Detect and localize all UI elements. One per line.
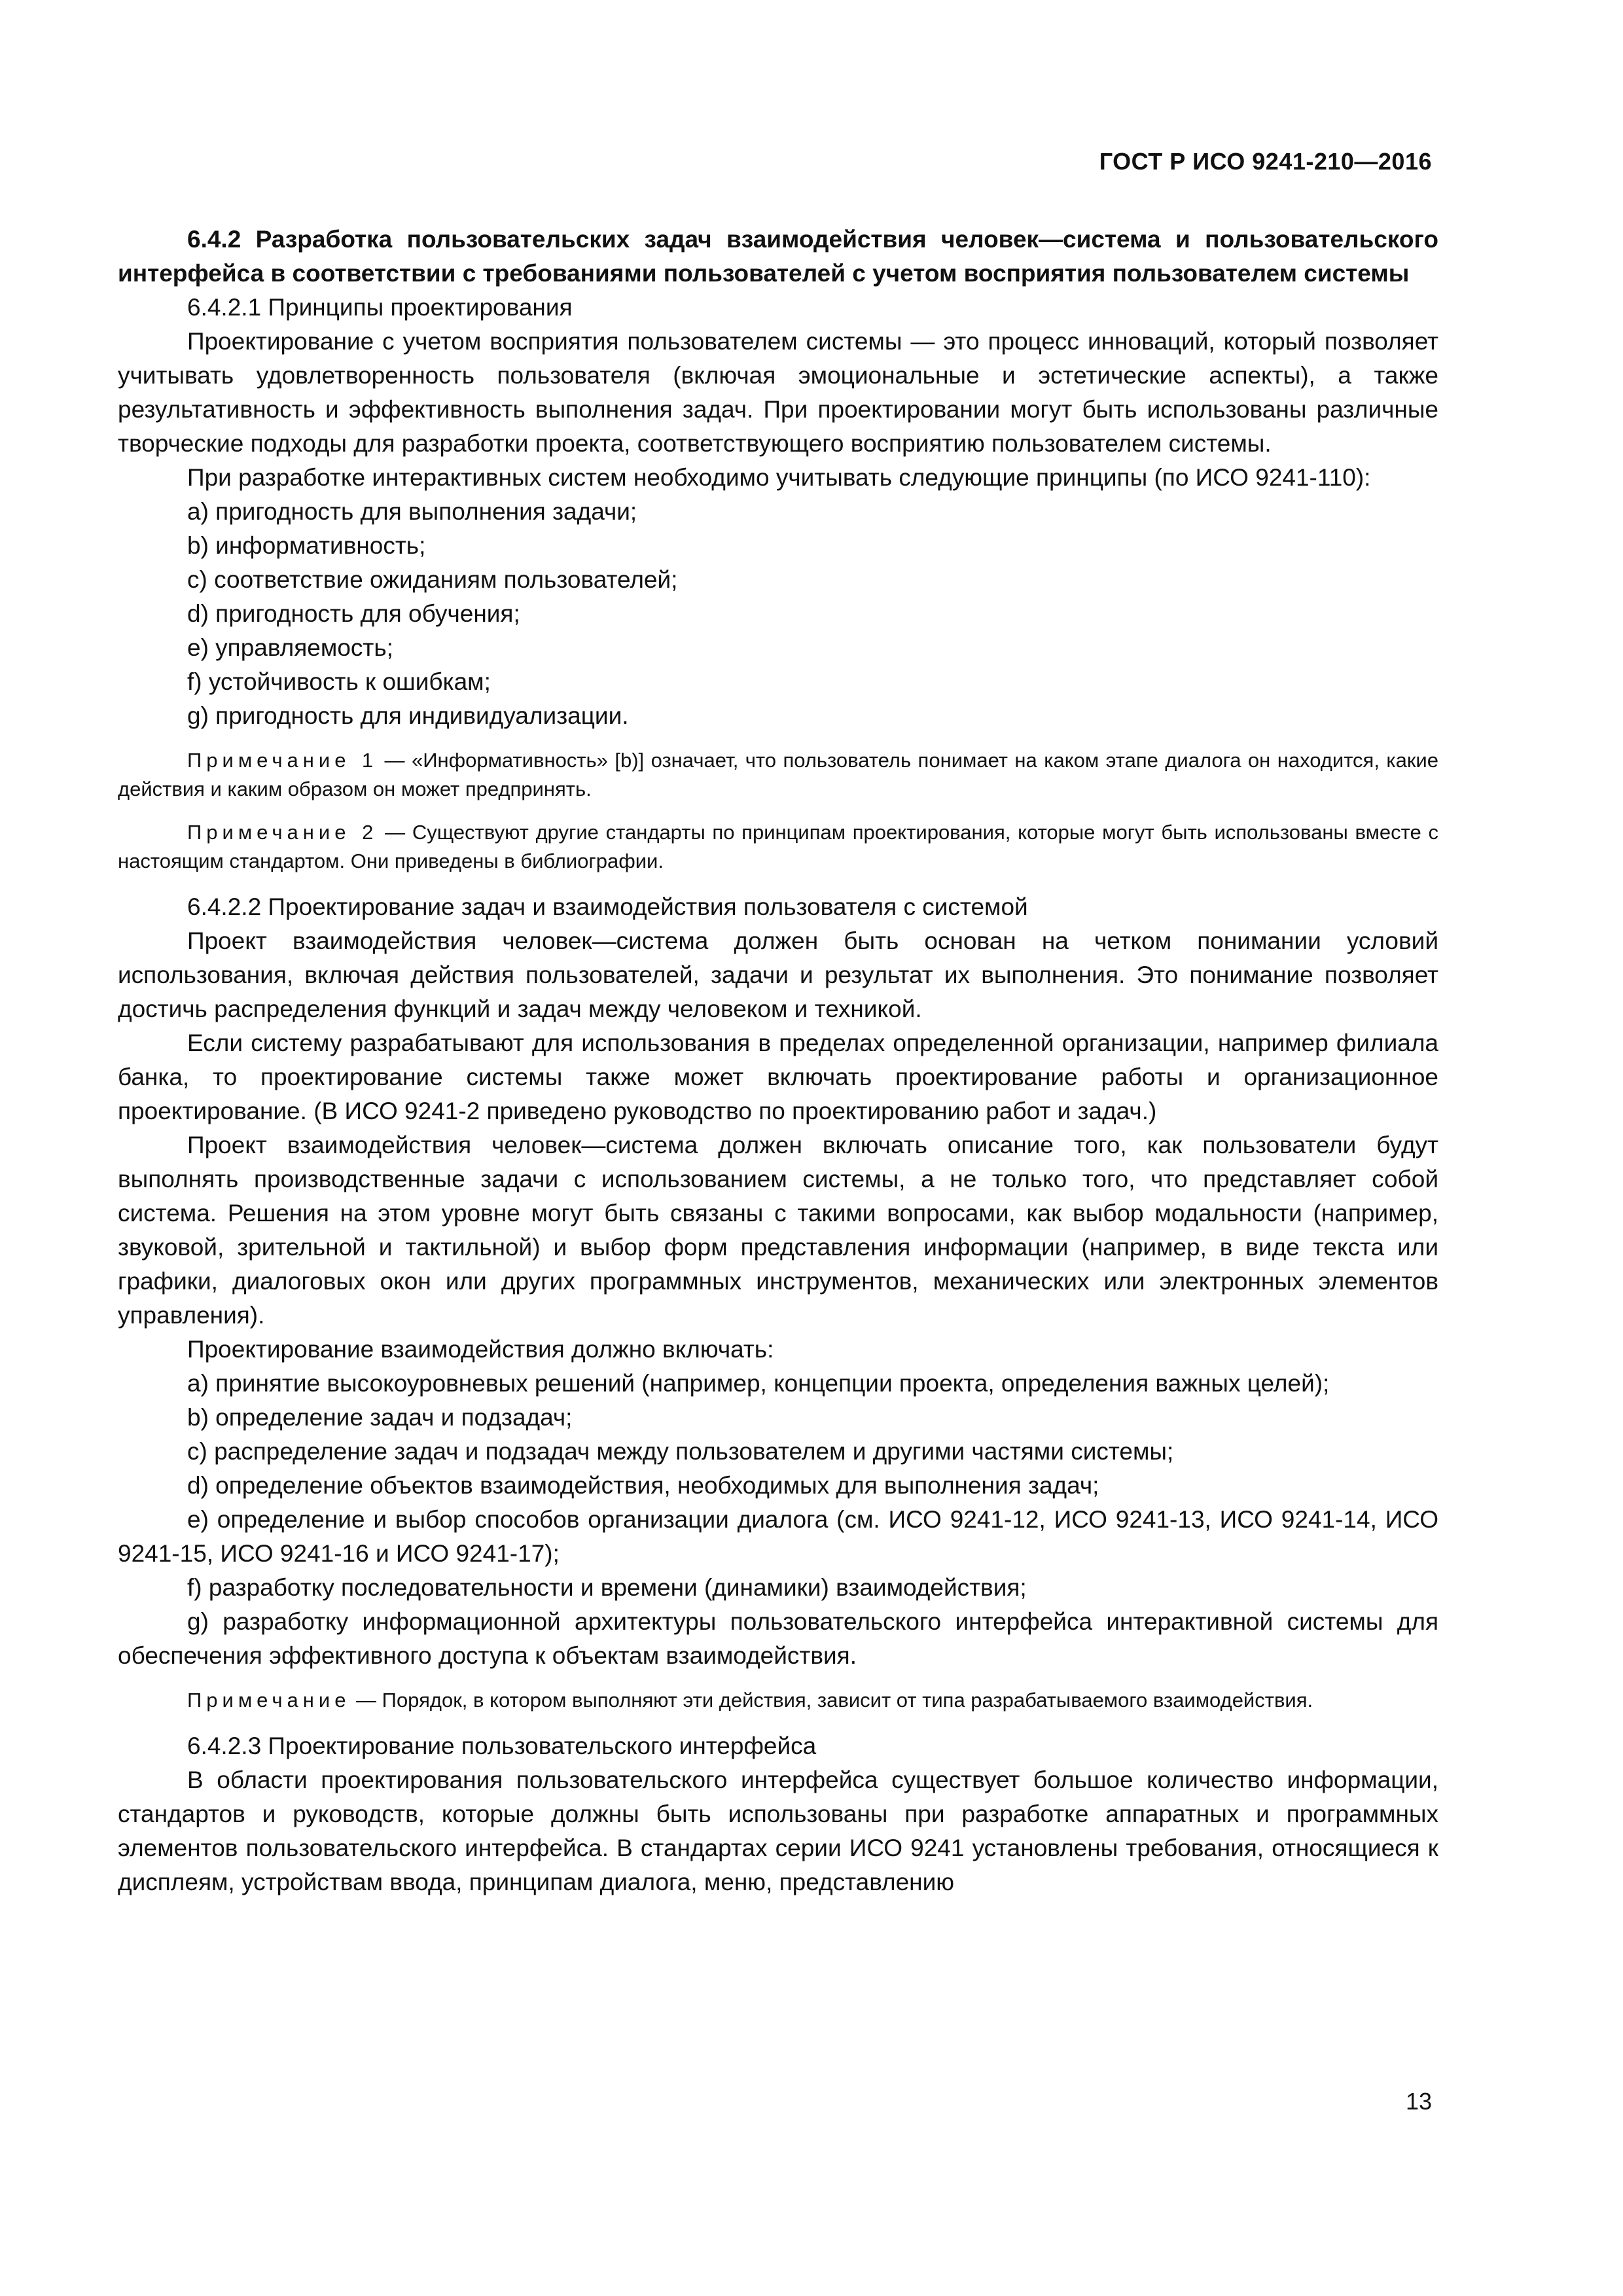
list-item: g) разработку информационной архитектуры пользовательского интерфейса интерактивной системы для обеспечения эффективного доступа к объектам взаимодействия. [118,1608,1438,1669]
list-item: a) пригодность для выполнения задачи; [187,498,637,525]
paragraph: Проект взаимодействия человек—система должен включать описание того, как пользователи будут выполнять производственные задачи с использованием системы, а не только того, что представляет собой система. Решения на этом уровне могут быть связаны с такими вопросами, как выбор модальности (например, звуковой, зрительной и тактильной) и выбор форм представления информации (например, в виде текста или графики, диалоговых окон или других программных инструментов, механических или электронных элементов управления). [118,1132,1438,1329]
list-item: d) определение объектов взаимодействия, необходимых для выполнения задач; [187,1472,1099,1499]
subsection-title-6-4-2-2: 6.4.2.2 Проектирование задач и взаимодействия пользователя с системой [187,893,1028,920]
note-text: — Порядок, в котором выполняют эти действия, зависит от типа разрабатываемого взаимодействия. [350,1689,1313,1712]
page-content [118,223,1438,1899]
list-item: c) соответствие ожиданиям пользователей; [187,566,678,593]
standard-code-header: ГОСТ Р ИСО 9241-210—2016 [1099,148,1432,175]
subsection-title-6-4-2-1: 6.4.2.1 Принципы проектирования [187,294,573,321]
list-item: e) управляемость; [187,634,393,661]
list-item: b) информативность; [187,532,426,559]
paragraph: Если систему разрабатывают для использования в пределах определенной организации, например филиала банка, то проектирование системы также может включать проектирование работы и организационное проектирование. (В ИСО 9241-2 приведено руководство по проектированию работ и задач.) [118,1030,1438,1124]
list-item: e) определение и выбор способов организации диалога (см. ИСО 9241-12, ИСО 9241-13, ИСО 9241-14, ИСО 9241-15, ИСО 9241-16 и ИСО 9241-17); [118,1506,1438,1567]
note-1 [118,746,1438,804]
paragraph: При разработке интерактивных систем необходимо учитывать следующие принципы (по ИСО 9241-110): [187,464,1371,491]
list-item: b) определение задач и подзадач; [187,1404,573,1431]
list-item: d) пригодность для обучения; [187,600,520,627]
section-title: 6.4.2 Разработка пользовательских задач взаимодействия человек—система и пользовательского интерфейса в соответствии с требованиями пользователей с учетом восприятия пользователем системы [118,226,1438,287]
note-text: — «Информативность» [b)] означает, что пользователь понимает на каком этапе диалога он находится, какие действия и каким образом он может предпринять. [118,749,1438,800]
note-3 [118,1686,1438,1715]
paragraph: Проектирование с учетом восприятия пользователем системы — это процесс инноваций, который позволяет учитывать удовлетворенность пользователя (включая эмоциональные и эстетические аспекты), а также результативность и эффективность выполнения задач. При проектировании могут быть использованы различные творческие подходы для разработки проекта, соответствующего восприятию пользователем системы. [118,328,1438,457]
page-number: 13 [1405,2088,1432,2115]
subsection-title-6-4-2-3: 6.4.2.3 Проектирование пользовательского интерфейса [187,1732,817,1759]
note-2 [118,818,1438,876]
note-label: Примечание [187,1689,351,1712]
note-label: Примечание 2 [187,821,378,844]
note-text: — Существуют другие стандарты по принципам проектирования, которые могут быть использованы вместе с настоящим стандартом. Они приведены в библиографии. [118,821,1438,872]
list-item: f) разработку последовательности и времени (динамики) взаимодействия; [187,1574,1027,1601]
paragraph: В области проектирования пользовательского интерфейса существует большое количество информации, стандартов и руководств, которые должны быть использованы при разработке аппаратных и программных элементов пользовательского интерфейса. В стандартах серии ИСО 9241 установлены требования, относящиеся к дисплеям, устройствам ввода, принципам диалога, меню, представлению [118,1767,1438,1895]
list-item: a) принятие высокоуровневых решений (например, концепции проекта, определения важных целей); [187,1370,1330,1397]
paragraph: Проектирование взаимодействия должно включать: [187,1336,774,1363]
note-label: Примечание 1 [187,749,378,772]
list-item: f) устойчивость к ошибкам; [187,668,491,695]
list-item: g) пригодность для индивидуализации. [187,702,629,729]
list-item: c) распределение задач и подзадач между пользователем и другими частями системы; [187,1438,1174,1465]
paragraph: Проект взаимодействия человек—система должен быть основан на четком понимании условий использования, включая действия пользователей, задачи и результат их выполнения. Это понимание позволяет достичь распределения функций и задач между человеком и техникой. [118,927,1438,1022]
